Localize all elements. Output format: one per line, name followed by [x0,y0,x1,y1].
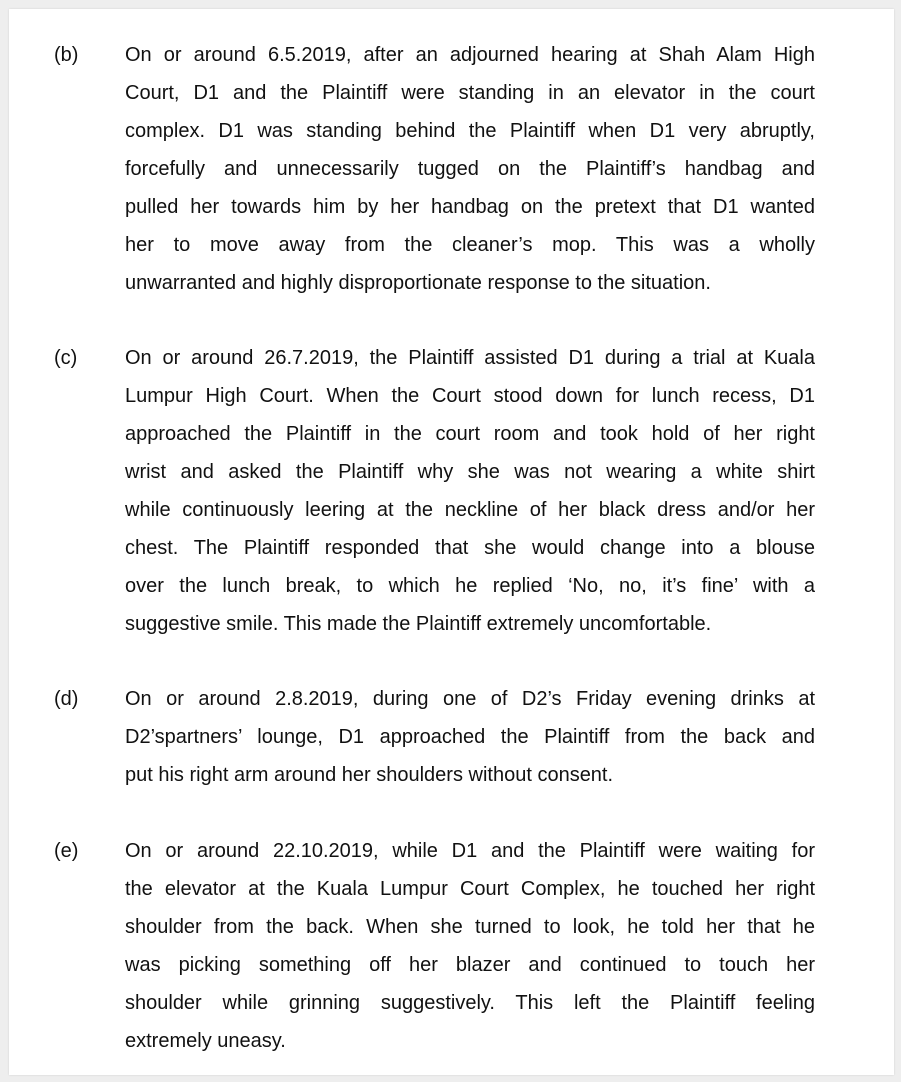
paragraph-label: (b) [54,44,79,66]
text-line: On or around 22.10.2019, while D1 and the Plaintiff were waiting for [125,840,815,862]
paragraph-text [125,36,815,302]
paragraph-text [125,339,815,643]
paragraph-text [125,832,815,1060]
paragraph-label: (e) [54,840,79,862]
text-line: approached the Plaintiff in the court room and took hold of her right [125,423,815,445]
text-line: On or around 26.7.2019, the Plaintiff assisted D1 during a trial at Kuala [125,347,815,369]
text-line: pulled her towards him by her handbag on the pretext that D1 wanted [125,196,815,218]
text-line: Lumpur High Court. When the Court stood down for lunch recess, D1 [125,385,815,407]
text-line: the elevator at the Kuala Lumpur Court Complex, he touched her right [125,878,815,900]
text-line: On or around 2.8.2019, during one of D2’s Friday evening drinks at [125,688,815,710]
text-line: complex. D1 was standing behind the Plaintiff when D1 very abruptly, [125,120,815,142]
text-line: put his right arm around her shoulders without consent. [125,764,614,786]
text-line: D2’spartners’ lounge, D1 approached the Plaintiff from the back and [125,726,815,748]
text-line: over the lunch break, to which he replied ‘No, no, it’s fine’ with a [125,575,815,597]
text-line: Court, D1 and the Plaintiff were standing in an elevator in the court [125,82,815,104]
paragraph-label: (c) [54,347,78,369]
text-line: suggestive smile. This made the Plaintiff extremely uncomfortable. [125,613,712,635]
text-line: her to move away from the cleaner’s mop. This was a wholly [125,234,815,256]
text-line: shoulder while grinning suggestively. This left the Plaintiff feeling [125,992,815,1014]
text-line: while continuously leering at the neckline of her black dress and/or her [125,499,815,521]
text-line: extremely uneasy. [125,1030,286,1052]
text-line: chest. The Plaintiff responded that she would change into a blouse [125,537,815,559]
text-line: On or around 6.5.2019, after an adjourned hearing at Shah Alam High [125,44,815,66]
text-line: unwarranted and highly disproportionate response to the situation. [125,272,711,294]
paragraph-label: (d) [54,688,79,710]
text-line: forcefully and unnecessarily tugged on the Plaintiff’s handbag and [125,158,815,180]
text-line: was picking something off her blazer and continued to touch her [125,954,815,976]
paragraph-text [125,680,815,794]
text-line: wrist and asked the Plaintiff why she was not wearing a white shirt [125,461,815,483]
text-line: shoulder from the back. When she turned to look, he told her that he [125,916,815,938]
document-page [9,9,894,1075]
